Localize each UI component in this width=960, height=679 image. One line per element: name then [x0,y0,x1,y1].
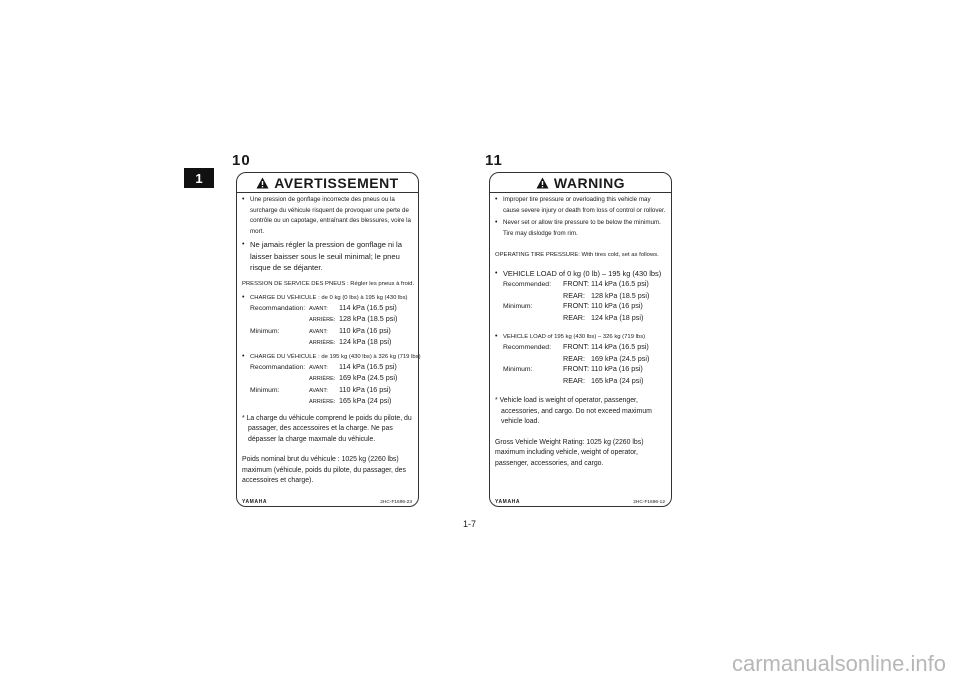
brand-name: YAMAHA [242,499,268,505]
pressure-row: Minimum: AVANT: 110 kPa (16 psi) [250,325,391,335]
chapter-tab: 1 [184,168,214,188]
page-number: 1-7 [463,519,477,529]
warning-triangle-icon [256,177,269,189]
brand-name: YAMAHA [495,499,521,505]
figure-number-10: 10 [232,152,251,169]
pressure-row: REAR: 165 kPa (24 psi) [563,375,644,385]
label-title: WARNING [553,175,626,191]
warning-triangle-icon [536,177,549,189]
part-number: 2HC-F1696-12 [633,500,665,505]
load-note: * Vehicle load is weight of operator, passenger, accessories, and cargo. Do not exceed maximum vehicle load. [495,397,652,425]
load-title: • VEHICLE LOAD of 0 kg (0 lb) – 195 kg (430 lbs) [495,268,667,279]
load-block [495,332,667,386]
warning-bullet: • Une pression de gonflage incorrecte des pneus ou la surcharge du véhicule risquent de provoquer une perte de contrôle ou un capotage, entraînant des blessures, voire la mort. [242,195,414,237]
label-title: AVERTISSEMENT [274,175,399,191]
load-block [495,268,667,323]
pressure-row: ARRIÈRE: 124 kPa (18 psi) [309,337,392,346]
warning-bullet: • Ne jamais régler la pression de gonflage ni la laisser baisser sous le seuil minimal; le pneu risque de se déjanter. [242,239,414,274]
gross-vehicle-weight: Gross Vehicle Weight Rating: 1025 kg (2260 lbs) maximum including vehicle, weight of operator, passenger, accessories, and cargo. [495,438,644,467]
label-header [490,173,671,193]
pressure-row: Recommandation: AVANT: 114 kPa (16.5 psi) [250,302,397,312]
label-header [237,173,418,193]
part-number: 2HC-F1696-23 [380,500,412,505]
warning-bullets [495,195,667,239]
pressure-row: Minimum: FRONT: 110 kPa (16 psi) [503,301,643,310]
warning-label-english [489,172,672,507]
pressure-heading: OPERATING TIRE PRESSURE: With tires cold, set as follows. [495,252,659,258]
warning-bullet: • Never set or allow tire pressure to be below the minimum. Tire may dislodge from rim. [495,218,667,239]
pressure-row: Minimum: FRONT: 110 kPa (16 psi) [503,364,643,373]
load-block [242,293,414,349]
pressure-row: ARRIÈRE: 169 kPa (24.5 psi) [309,373,398,382]
pressure-row: ARRIÈRE: 165 kPa (24 psi) [309,396,392,405]
pressure-row: Recommended: FRONT: 114 kPa (16.5 psi) [503,342,649,351]
pressure-row: Recommandation: AVANT: 114 kPa (16.5 psi) [250,361,397,371]
pressure-row: REAR: 128 kPa (18.5 psi) [563,290,650,300]
label-footer [495,499,665,505]
warning-bullet: • Improper tire pressure or overloading this vehicle may cause severe injury or death from loss of control or rollover. [495,195,667,216]
load-title: • CHARGE DU VÉHICULE : de 195 kg (430 lbs) à 326 kg (719 lbs) [242,352,414,362]
pressure-row: REAR: 124 kPa (18 psi) [563,312,644,322]
load-title: • CHARGE DU VÉHICULE : de 0 kg (0 lbs) à 195 kg (430 lbs) [242,293,414,303]
watermark: carmanualsonline.info [731,651,946,676]
pressure-row: Minimum: AVANT: 110 kPa (16 psi) [250,384,391,394]
warning-bullets [242,195,414,274]
warning-label-french [236,172,419,507]
load-title: • VEHICLE LOAD of 195 kg (430 lbs) – 326 kg (719 lbs) [495,332,667,342]
pressure-row: Recommended: FRONT: 114 kPa (16.5 psi) [503,279,649,288]
figure-number-11: 11 [485,152,503,169]
pressure-row: ARRIÈRE: 128 kPa (18.5 psi) [309,314,398,323]
load-note: * La charge du véhicule comprend le poids du pilote, du passager, des accessoires et la charge. Ne pas dépasser la charge maxmale du véhicule. [242,414,412,443]
pressure-heading: PRESSION DE SERVICE DES PNEUS : Régler les pneus à froid. [242,280,415,287]
load-block [242,352,421,408]
gross-vehicle-weight: Poids nominal brut du véhicule : 1025 kg (2260 lbs) maximum (véhicule, poids du pilote, du passager, des accessoires et charge). [242,456,406,484]
label-footer [242,499,412,505]
pressure-row: REAR: 169 kPa (24.5 psi) [563,353,650,363]
